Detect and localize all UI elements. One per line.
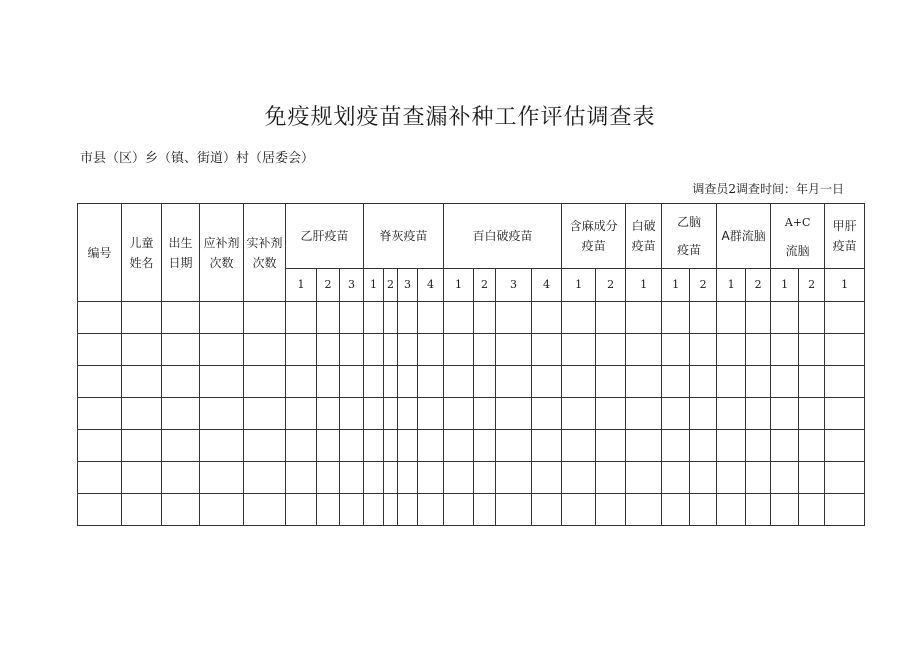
table-cell[interactable] — [496, 430, 532, 462]
table-cell[interactable] — [562, 398, 596, 430]
table-cell[interactable] — [384, 494, 398, 526]
table-cell[interactable] — [244, 366, 286, 398]
table-cell[interactable] — [532, 366, 562, 398]
table-cell[interactable] — [162, 462, 200, 494]
table-cell[interactable] — [825, 302, 865, 334]
header-hepa: 甲肝 疫苗 — [825, 204, 865, 269]
table-cell[interactable] — [825, 334, 865, 366]
table-cell[interactable] — [496, 302, 532, 334]
table-cell[interactable] — [286, 462, 317, 494]
table-cell[interactable] — [562, 334, 596, 366]
dose-label: 1 — [771, 269, 799, 302]
page-title: 免疫规划疫苗查漏补种工作评估调查表 — [264, 105, 656, 130]
table-cell[interactable] — [444, 302, 474, 334]
table-cell[interactable] — [78, 494, 122, 526]
table-cell[interactable] — [384, 366, 398, 398]
dose-label: 1 — [717, 269, 746, 302]
table-cell[interactable] — [317, 462, 340, 494]
table-cell[interactable] — [122, 366, 162, 398]
table-cell[interactable] — [690, 430, 717, 462]
table-cell[interactable] — [317, 398, 340, 430]
table-row — [78, 334, 865, 366]
table-cell[interactable] — [717, 334, 746, 366]
table-cell[interactable] — [746, 334, 771, 366]
table-cell[interactable] — [78, 398, 122, 430]
table-cell[interactable] — [496, 334, 532, 366]
dose-label: 2 — [474, 269, 496, 302]
table-cell[interactable] — [384, 334, 398, 366]
table-cell[interactable] — [562, 462, 596, 494]
survey-table — [77, 203, 865, 526]
header-dt: 白破 疫苗 — [626, 204, 662, 269]
table-cell[interactable] — [799, 494, 825, 526]
table-cell[interactable] — [340, 366, 364, 398]
table-cell[interactable] — [690, 334, 717, 366]
dose-label: 4 — [418, 269, 444, 302]
table-cell[interactable] — [626, 334, 662, 366]
table-cell[interactable] — [444, 430, 474, 462]
table-cell[interactable] — [662, 366, 690, 398]
table-cell[interactable] — [398, 334, 418, 366]
table-cell[interactable] — [626, 398, 662, 430]
table-cell[interactable] — [364, 398, 384, 430]
table-cell[interactable] — [799, 430, 825, 462]
table-cell[interactable] — [78, 302, 122, 334]
table-row — [78, 494, 865, 526]
header-child-name: 儿童 姓名 — [122, 204, 162, 302]
table-cell[interactable] — [244, 398, 286, 430]
table-cell[interactable] — [200, 334, 244, 366]
table-cell[interactable] — [364, 430, 384, 462]
table-cell[interactable] — [384, 462, 398, 494]
table-cell[interactable] — [825, 462, 865, 494]
table-cell[interactable] — [398, 366, 418, 398]
table-cell[interactable] — [596, 334, 626, 366]
table-cell[interactable] — [162, 334, 200, 366]
table-cell[interactable] — [340, 462, 364, 494]
table-cell[interactable] — [799, 366, 825, 398]
table-cell[interactable] — [340, 302, 364, 334]
dose-label: 2 — [384, 269, 398, 302]
table-cell[interactable] — [418, 302, 444, 334]
table-cell[interactable] — [626, 302, 662, 334]
table-cell[interactable] — [799, 334, 825, 366]
table-cell[interactable] — [317, 366, 340, 398]
table-cell[interactable] — [317, 302, 340, 334]
table-cell[interactable] — [596, 302, 626, 334]
header-polio: 脊灰疫苗 — [364, 204, 444, 269]
header-je: 乙脑 疫苗 — [662, 204, 717, 269]
table-cell[interactable] — [690, 462, 717, 494]
table-cell[interactable] — [78, 462, 122, 494]
table-cell[interactable] — [825, 398, 865, 430]
table-cell[interactable] — [398, 398, 418, 430]
table-cell[interactable] — [398, 430, 418, 462]
table-cell[interactable] — [317, 494, 340, 526]
table-cell[interactable] — [418, 334, 444, 366]
table-cell[interactable] — [398, 302, 418, 334]
table-cell[interactable] — [286, 430, 317, 462]
table-cell[interactable] — [771, 398, 799, 430]
dose-label: 1 — [825, 269, 865, 302]
table-cell[interactable] — [825, 494, 865, 526]
dose-label: 1 — [286, 269, 317, 302]
dose-label: 2 — [317, 269, 340, 302]
table-cell[interactable] — [746, 398, 771, 430]
table-cell[interactable] — [398, 462, 418, 494]
table-cell[interactable] — [532, 494, 562, 526]
table-cell[interactable] — [162, 302, 200, 334]
table-cell[interactable] — [244, 494, 286, 526]
table-cell[interactable] — [444, 462, 474, 494]
table-cell[interactable] — [746, 302, 771, 334]
table-cell[interactable] — [340, 398, 364, 430]
table-cell[interactable] — [418, 430, 444, 462]
table-cell[interactable] — [771, 462, 799, 494]
table-cell[interactable] — [200, 494, 244, 526]
table-cell[interactable] — [662, 302, 690, 334]
table-cell[interactable] — [364, 494, 384, 526]
table-cell[interactable] — [244, 302, 286, 334]
table-cell[interactable] — [122, 334, 162, 366]
table-cell[interactable] — [418, 398, 444, 430]
table-cell[interactable] — [746, 494, 771, 526]
table-cell[interactable] — [418, 494, 444, 526]
table-cell[interactable] — [286, 302, 317, 334]
table-cell[interactable] — [799, 462, 825, 494]
table-cell[interactable] — [286, 334, 317, 366]
table-cell[interactable] — [717, 430, 746, 462]
table-cell[interactable] — [690, 494, 717, 526]
table-cell[interactable] — [474, 302, 496, 334]
table-cell[interactable] — [746, 430, 771, 462]
table-cell[interactable] — [474, 462, 496, 494]
table-cell[interactable] — [626, 494, 662, 526]
table-cell[interactable] — [717, 494, 746, 526]
table-cell[interactable] — [771, 366, 799, 398]
table-cell[interactable] — [122, 398, 162, 430]
table-cell[interactable] — [771, 430, 799, 462]
header-hepb: 乙肝疫苗 — [286, 204, 364, 269]
table-cell[interactable] — [532, 430, 562, 462]
table-row — [78, 462, 865, 494]
table-cell[interactable] — [662, 462, 690, 494]
table-cell[interactable] — [122, 302, 162, 334]
table-cell[interactable] — [317, 430, 340, 462]
table-cell[interactable] — [496, 494, 532, 526]
table-cell[interactable] — [474, 494, 496, 526]
table-cell[interactable] — [562, 366, 596, 398]
table-cell[interactable] — [444, 398, 474, 430]
table-cell[interactable] — [244, 334, 286, 366]
table-cell[interactable] — [717, 398, 746, 430]
dose-label: 2 — [690, 269, 717, 302]
table-cell[interactable] — [244, 430, 286, 462]
table-cell[interactable] — [690, 366, 717, 398]
table-cell[interactable] — [746, 462, 771, 494]
table-cell[interactable] — [596, 494, 626, 526]
table-cell[interactable] — [596, 398, 626, 430]
table-cell[interactable] — [474, 334, 496, 366]
table-cell[interactable] — [78, 430, 122, 462]
table-cell[interactable] — [662, 398, 690, 430]
table-cell[interactable] — [532, 398, 562, 430]
table-cell[interactable] — [662, 430, 690, 462]
table-row — [78, 430, 865, 462]
dose-label: 3 — [496, 269, 532, 302]
dose-label: 2 — [746, 269, 771, 302]
table-cell[interactable] — [690, 302, 717, 334]
header-measles: 含麻成分 疫苗 — [562, 204, 626, 269]
table-cell[interactable] — [200, 462, 244, 494]
dose-label: 1 — [444, 269, 474, 302]
table-cell[interactable] — [474, 366, 496, 398]
header-no: 编号 — [78, 204, 122, 302]
table-cell[interactable] — [496, 462, 532, 494]
table-cell[interactable] — [596, 430, 626, 462]
table-cell[interactable] — [532, 302, 562, 334]
table-cell[interactable] — [825, 430, 865, 462]
header-menac: A+C 流脑 — [771, 204, 825, 269]
dose-label: 1 — [626, 269, 662, 302]
table-cell[interactable] — [662, 334, 690, 366]
table-cell[interactable] — [717, 302, 746, 334]
dose-label: 3 — [340, 269, 364, 302]
table-cell[interactable] — [384, 398, 398, 430]
table-cell[interactable] — [717, 366, 746, 398]
table-cell[interactable] — [562, 302, 596, 334]
table-cell[interactable] — [626, 462, 662, 494]
dose-label: 2 — [799, 269, 825, 302]
table-cell[interactable] — [474, 430, 496, 462]
table-cell[interactable] — [418, 366, 444, 398]
table-cell[interactable] — [799, 302, 825, 334]
table-cell[interactable] — [444, 334, 474, 366]
table-cell[interactable] — [286, 494, 317, 526]
table-cell[interactable] — [474, 398, 496, 430]
table-cell[interactable] — [162, 398, 200, 430]
dose-label: 4 — [532, 269, 562, 302]
table-cell[interactable] — [532, 334, 562, 366]
table-cell[interactable] — [200, 398, 244, 430]
table-cell[interactable] — [717, 462, 746, 494]
table-cell[interactable] — [364, 462, 384, 494]
table-cell[interactable] — [340, 334, 364, 366]
table-cell[interactable] — [626, 366, 662, 398]
table-row — [78, 366, 865, 398]
survey-table-body — [78, 302, 865, 526]
dose-label: 1 — [562, 269, 596, 302]
table-cell[interactable] — [384, 302, 398, 334]
table-cell[interactable] — [122, 430, 162, 462]
dose-label: 2 — [596, 269, 626, 302]
table-cell[interactable] — [162, 366, 200, 398]
table-row — [78, 302, 865, 334]
table-cell[interactable] — [626, 430, 662, 462]
table-cell[interactable] — [825, 366, 865, 398]
table-cell[interactable] — [317, 334, 340, 366]
table-cell[interactable] — [200, 302, 244, 334]
table-cell[interactable] — [690, 398, 717, 430]
table-cell[interactable] — [364, 334, 384, 366]
table-cell[interactable] — [286, 398, 317, 430]
table-cell[interactable] — [78, 334, 122, 366]
table-cell[interactable] — [162, 494, 200, 526]
table-cell[interactable] — [286, 366, 317, 398]
table-cell[interactable] — [562, 494, 596, 526]
location-line: 市县（区）乡（镇、街道）村（居委会） — [80, 151, 315, 166]
table-cell[interactable] — [340, 494, 364, 526]
table-cell[interactable] — [444, 366, 474, 398]
dose-label: 1 — [662, 269, 690, 302]
surveyor-date-line: 调查员2调查时间：年月一日 — [692, 182, 844, 196]
table-cell[interactable] — [496, 366, 532, 398]
table-cell[interactable] — [746, 366, 771, 398]
table-cell[interactable] — [496, 398, 532, 430]
dose-label: 3 — [398, 269, 418, 302]
table-cell[interactable] — [562, 430, 596, 462]
table-cell[interactable] — [200, 366, 244, 398]
table-cell[interactable] — [200, 430, 244, 462]
table-cell[interactable] — [596, 462, 626, 494]
header-dtp: 百白破疫苗 — [444, 204, 562, 269]
table-cell[interactable] — [444, 494, 474, 526]
table-cell[interactable] — [662, 494, 690, 526]
header-should-doses: 应补剂 次数 — [200, 204, 244, 302]
table-cell[interactable] — [364, 302, 384, 334]
table-cell[interactable] — [162, 430, 200, 462]
table-cell[interactable] — [771, 334, 799, 366]
table-cell[interactable] — [596, 366, 626, 398]
header-mena: A群流脑 — [717, 204, 771, 269]
table-cell[interactable] — [398, 494, 418, 526]
table-cell[interactable] — [244, 462, 286, 494]
table-cell[interactable] — [340, 430, 364, 462]
table-cell[interactable] — [78, 366, 122, 398]
table-cell[interactable] — [384, 430, 398, 462]
header-actual-doses: 实补剂 次数 — [244, 204, 286, 302]
table-cell[interactable] — [532, 462, 562, 494]
table-cell[interactable] — [771, 494, 799, 526]
table-cell[interactable] — [418, 462, 444, 494]
table-cell[interactable] — [122, 462, 162, 494]
table-cell[interactable] — [799, 398, 825, 430]
header-birth-date: 出生 日期 — [162, 204, 200, 302]
table-cell[interactable] — [122, 494, 162, 526]
table-row — [78, 398, 865, 430]
table-cell[interactable] — [771, 302, 799, 334]
dose-label: 1 — [364, 269, 384, 302]
table-cell[interactable] — [364, 366, 384, 398]
